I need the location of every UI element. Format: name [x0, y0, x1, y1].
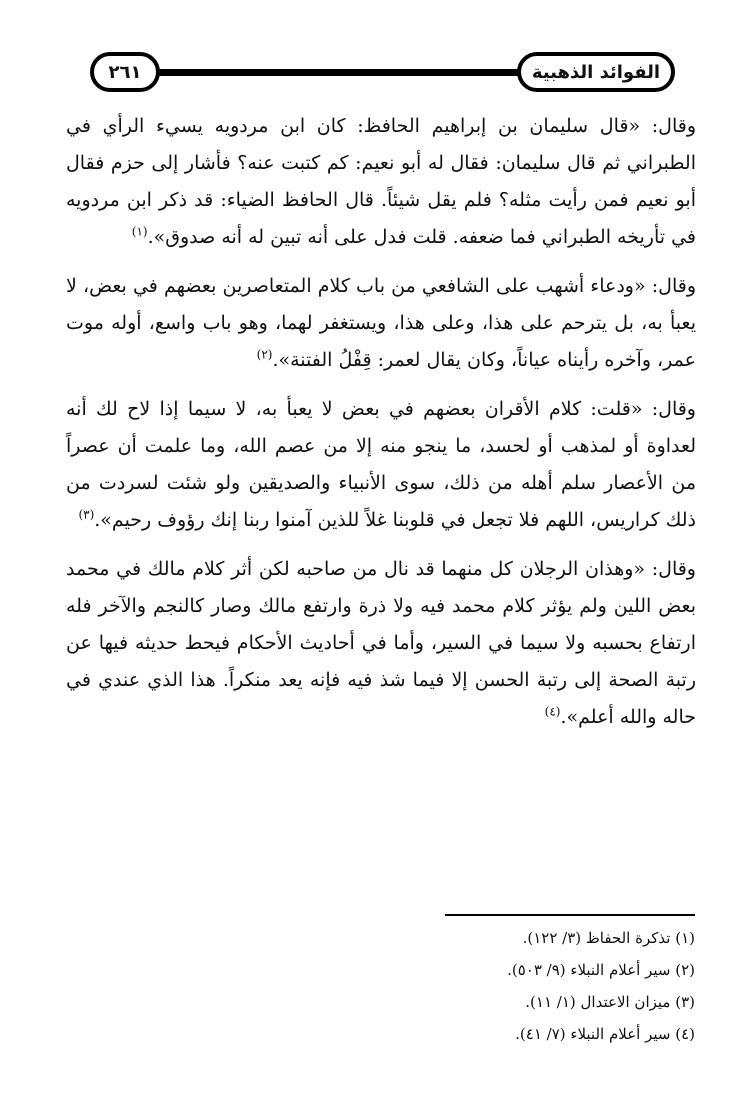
footnote-item: (١) تذكرة الحفاظ (٣/ ١٢٢). — [522, 929, 695, 947]
book-title: الفوائد الذهبية — [531, 61, 661, 83]
footnote-item: (٣) ميزان الاعتدال (١/ ١١). — [525, 993, 695, 1011]
footnotes-list — [65, 922, 695, 1050]
footnote-separator — [445, 914, 695, 916]
paragraph-text: وقال: «قال سليمان بن إبراهيم الحافظ: كان ابن مردويه يسيء الرأي في الطبراني ثم قال سليمان: فقال له أبو نعيم: كم كتبت عنه؟ فأشار إلى حزم فقال أبو نعيم فمن رأيت مثله؟ فلم يقل شيئاً. قال الحافظ الضياء: قد ذكر ابن مردويه في تأريخه الطبراني فما ضعفه. قلت فدل على أنه تبين له أنه صدوق». — [66, 115, 696, 248]
paragraph — [66, 108, 696, 256]
running-header — [90, 50, 675, 98]
page-number: ٢٦١ — [108, 61, 142, 83]
paragraph-text: وقال: «قلت: كلام الأقران بعضهم في بعض لا يعبأ به، لا سيما إذا لاح لك أنه لعداوة أو لمذهب أو لحسد، ما ينجو منه إلا من عصم الله، وما علمت أن عصراً من الأعصار سلم أهله من ذلك، سوى الأنبياء والصديقين ولو شئت لسردت من ذلك كراريس، اللهم فلا تجعل في قلوبنا غلاً للذين آمنوا ربنا إنك رؤوف رحيم». — [66, 398, 696, 531]
main-text — [66, 108, 696, 748]
paragraph-text: وقال: «وهذان الرجلان كل منهما قد نال من صاحبه لكن أثر كلام مالك في محمد بعض اللين ولم يؤثر كلام محمد فيه ولا ذرة وارتفع مالك وصار كالنجم والآخر فله ارتفاع بحسبه ولا سيما في السير، وأما في أحاديث الأحكام فيحط حديثه فيها عن رتبة الصحة إلى رتبة الحسن إلا فيما شذ فيه فإنه يعد منكراً. هذا الذي عندي في حاله والله أعلم». — [66, 558, 696, 728]
paragraph — [66, 268, 696, 379]
footnote-item: (٢) سير أعلام النبلاء (٩/ ٥٠٣). — [507, 961, 695, 979]
paragraph-text: وقال: «ودعاء أشهب على الشافعي من باب كلام المتعاصرين بعضهم في بعض، لا يعبأ به، بل يترحم على هذا، وعلى هذا، ويستغفر لهما، وهو باب واسع، أوله موت عمر، وآخره رأيناه عياناً، وكان يقال لعمر: قِفْلُ الفتنة». — [66, 275, 696, 371]
header-rule — [150, 69, 525, 76]
footnote-marker[interactable]: (٢) — [256, 347, 273, 362]
footnote-item: (٤) سير أعلام النبلاء (٧/ ٤١). — [515, 1025, 695, 1043]
footnote-marker[interactable]: (١) — [131, 224, 148, 239]
book-title-frame — [517, 52, 675, 92]
footnote-marker[interactable]: (٤) — [544, 704, 561, 719]
footnote-marker[interactable]: (٣) — [78, 507, 95, 522]
paragraph — [66, 551, 696, 736]
paragraph — [66, 391, 696, 539]
page-number-frame — [90, 52, 160, 92]
